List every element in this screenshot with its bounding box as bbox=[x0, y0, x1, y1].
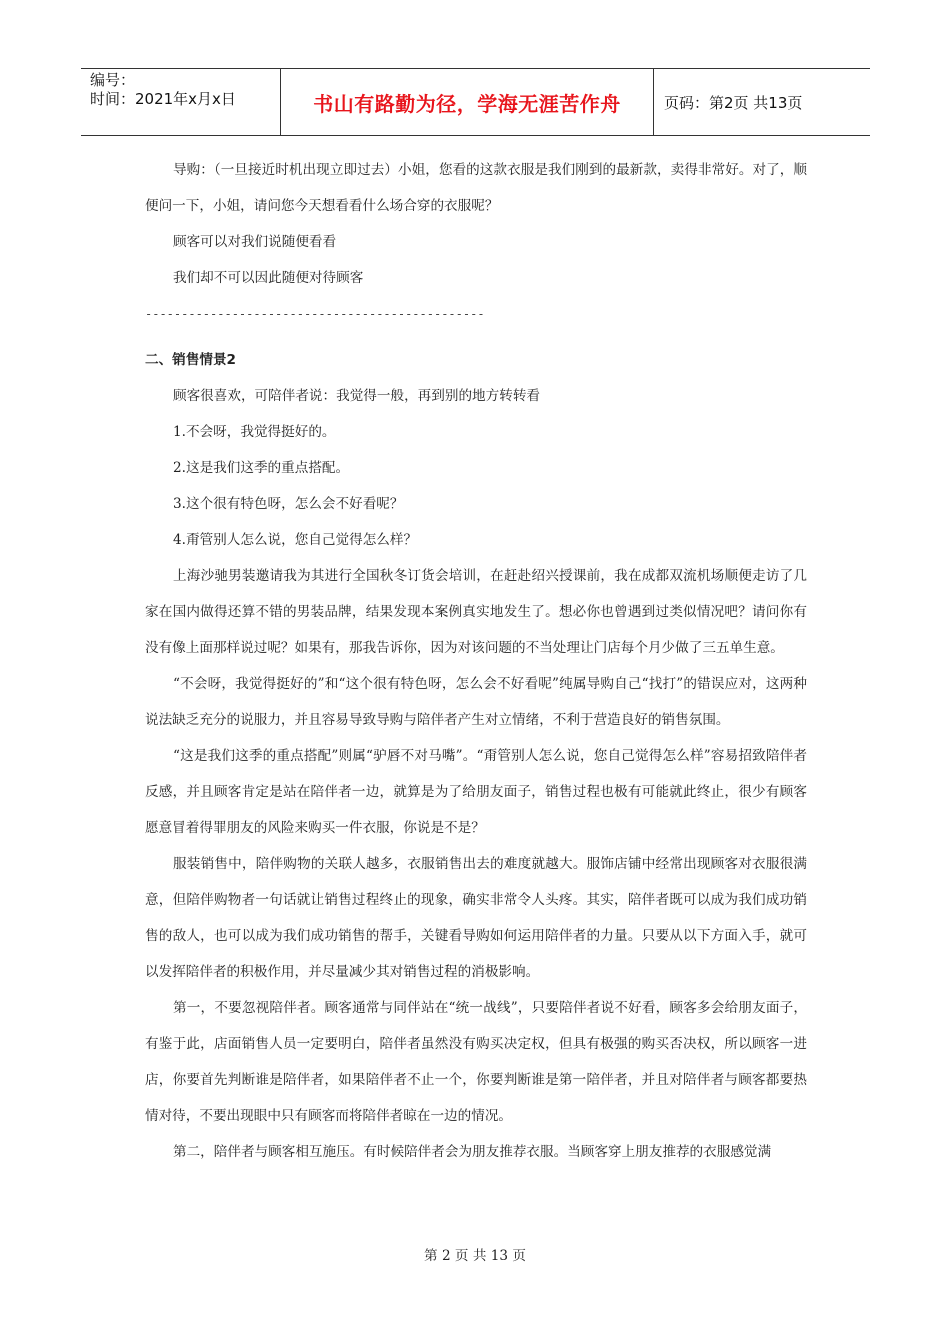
list-item: 4.甭管别人怎么说，您自己觉得怎么样？ bbox=[173, 532, 418, 548]
paragraph: “不会呀，我觉得挺好的”和“这个很有特色呀，怎么会不好看呢”纯属导购自己“找打”的错误应对，这两种说法缺乏充分的说服力，并且容易导致导购与陪伴者产生对立情绪，不利于营造良好的销售氛围。 bbox=[145, 676, 807, 728]
header-table bbox=[81, 68, 870, 136]
paragraph: 上海沙驰男装邀请我为其进行全国秋冬订货会培训，在赶赴绍兴授课前，我在成都双流机场顺便走访了几家在国内做得还算不错的男装品牌，结果发现本案例真实地发生了。想必你也曾遇到过类似情况吧？请问你有没有像上面那样说过呢？如果有，那我告诉你，因为对该问题的不当处理让门店每个月少做了三五单生意。 bbox=[145, 568, 807, 656]
list-item: 1.不会呀，我觉得挺好的。 bbox=[173, 424, 336, 440]
document-number-label: 编号： bbox=[90, 71, 136, 89]
separator-line: ----------------------------------------------- bbox=[145, 307, 485, 321]
document-body bbox=[145, 152, 807, 1170]
header-motto: 书山有路勤为径，学海无涯苦作舟 bbox=[281, 69, 654, 135]
paragraph: 第二，陪伴者与顾客相互施压。有时候陪伴者会为朋友推荐衣服。当顾客穿上朋友推荐的衣服感觉满 bbox=[173, 1144, 772, 1160]
list-item: 3.这个很有特色呀，怎么会不好看呢？ bbox=[173, 496, 404, 512]
paragraph: 我们却不可以因此随便对待顾客 bbox=[173, 270, 364, 286]
header-meta bbox=[81, 69, 281, 135]
paragraph: 导购：（一旦接近时机出现立即过去）小姐，您看的这款衣服是我们刚到的最新款，卖得非常好。对了，顺便问一下，小姐，请问您今天想看看什么场合穿的衣服呢？ bbox=[145, 162, 807, 214]
paragraph: 第一，不要忽视陪伴者。顾客通常与同伴站在“统一战线”，只要陪伴者说不好看，顾客多会给朋友面子，有鉴于此，店面销售人员一定要明白，陪伴者虽然没有购买决定权，但具有极强的购买否决权，所以顾客一进店，你要首先判断谁是陪伴者，如果陪伴者不止一个，你要判断谁是第一陪伴者，并且对陪伴者与顾客都要热情对待，不要出现眼中只有顾客而将陪伴者晾在一边的情况。 bbox=[145, 1000, 807, 1124]
paragraph: 顾客很喜欢，可陪伴者说：我觉得一般，再到别的地方转转看 bbox=[173, 388, 541, 404]
list-item: 2.这是我们这季的重点搭配。 bbox=[173, 460, 350, 476]
paragraph: 顾客可以对我们说随便看看 bbox=[173, 234, 337, 250]
paragraph: “这是我们这季的重点搭配”则属“驴唇不对马嘴”。“甭管别人怎么说，您自己觉得怎么样”容易招致陪伴者反感，并且顾客肯定是站在陪伴者一边，就算是为了给朋友面子，销售过程也极有可能就此终止，很少有顾客愿意冒着得罪朋友的风险来购买一件衣服，你说是不是？ bbox=[145, 748, 807, 836]
paragraph: 服装销售中，陪伴购物的关联人越多，衣服销售出去的难度就越大。服饰店铺中经常出现顾客对衣服很满意，但陪伴购物者一句话就让销售过程终止的现象，确实非常令人头疼。其实，陪伴者既可以成为我们成功销售的敌人，也可以成为我们成功销售的帮手，关键看导购如何运用陪伴者的力量。只要从以下方面入手，就可以发挥陪伴者的积极作用，并尽量减少其对销售过程的消极影响。 bbox=[145, 856, 807, 980]
page-footer: 第 2 页 共 13 页 bbox=[424, 1248, 526, 1264]
document-time-label: 时间：2021年x月x日 bbox=[90, 90, 236, 108]
section-title: 二、销售情景2 bbox=[145, 352, 237, 368]
header-page-info: 页码：第2页 共13页 bbox=[664, 93, 803, 112]
